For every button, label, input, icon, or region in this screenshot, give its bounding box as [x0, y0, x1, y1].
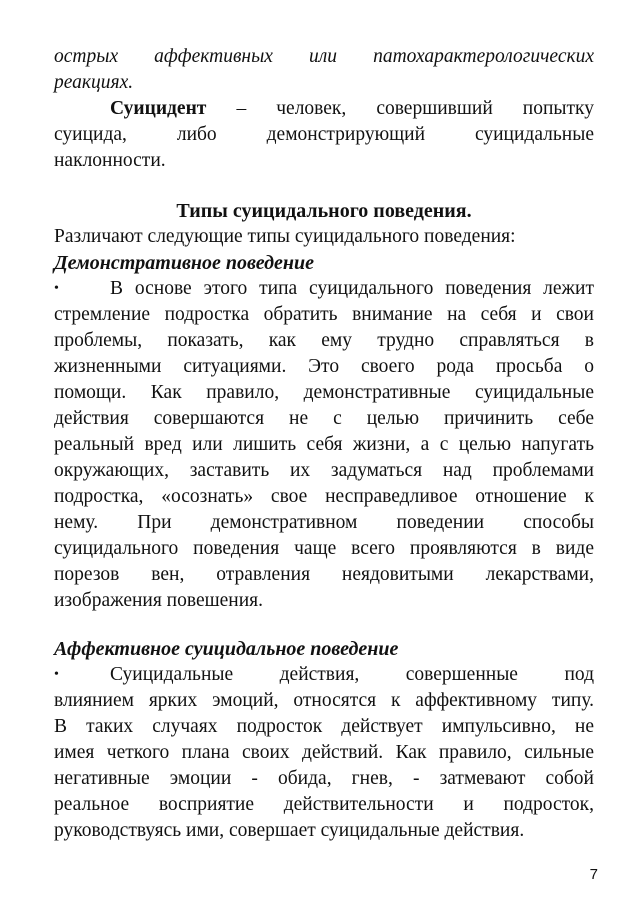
text-line: действия совершаются не с целью причинить себе — [54, 408, 594, 429]
text-line: изображения повешения. — [54, 590, 264, 611]
text-line: помощи. Как правило, демонстративные суицидальные — [54, 382, 594, 403]
list-item — [54, 662, 594, 688]
text-line: имея четкого плана своих действий. Как правило, сильные — [54, 742, 594, 763]
intro-paragraph — [54, 44, 594, 96]
text-line: жизненными ситуациями. Это своего рода просьба о — [54, 356, 594, 377]
affective-paragraph — [54, 688, 594, 844]
section-heading: Типы суицидального поведения. — [176, 200, 472, 222]
text-line: Суицидальные действия, совершенные под — [110, 664, 594, 685]
text-line: подростка, «осознать» свое несправедливое отношение к — [54, 486, 594, 507]
suicident-definition — [54, 96, 594, 174]
subsection-heading-affective: Аффективное суицидальное поведение — [54, 638, 399, 660]
text-line: нему. При демонстративном поведении способы — [54, 512, 594, 533]
text-line: реальное восприятие действительности и подросток, — [54, 794, 594, 815]
subsection-heading-demonstrative: Демонстративное поведение — [54, 252, 314, 274]
text-line: В основе этого типа суицидального поведения лежит — [110, 278, 594, 299]
spacer — [54, 614, 594, 636]
intro-line: острых аффективных или патохарактерологических — [54, 46, 594, 67]
text-line: окружающих, заставить их задуматься над проблемами — [54, 460, 594, 481]
intro-line: реакциях. — [54, 72, 134, 93]
definition-text: – человек, совершивший попытку — [236, 98, 594, 119]
text-line: проблемы, показать, как ему трудно справляться в — [54, 330, 594, 351]
text-line: стремление подростка обратить внимание на себя и свои — [54, 304, 594, 325]
definition-line: наклонности. — [54, 150, 166, 171]
page-content — [54, 44, 594, 844]
types-intro: Различают следующие типы суицидального поведения: — [54, 226, 516, 247]
suicident-term: Суицидент — [110, 98, 207, 119]
definition-line: суицида, либо демонстрирующий суицидальные — [54, 124, 594, 145]
list-item — [54, 276, 594, 302]
definition-line — [54, 96, 594, 122]
text-line: реальный вред или лишить себя жизни, а с целью напугать — [54, 434, 594, 455]
text-line: суицидального поведения чаще всего проявляются в виде — [54, 538, 594, 559]
text-line: В таких случаях подросток действует импульсивно, не — [54, 716, 594, 737]
page-number: 7 — [589, 866, 598, 883]
bullet-first-line — [110, 662, 594, 688]
bullet-marker: • — [54, 281, 59, 296]
bullet-first-line — [110, 276, 594, 302]
text-line: руководствуясь ими, совершает суицидальные действия. — [54, 820, 525, 841]
bullet-marker: • — [54, 667, 59, 682]
text-line: влиянием ярких эмоций, относятся к аффективному типу. — [54, 690, 594, 711]
text-line: порезов вен, отравления неядовитыми лекарствами, — [54, 564, 594, 585]
demonstrative-paragraph — [54, 302, 594, 614]
text-line: негативные эмоции - обида, гнев, - затмевают собой — [54, 768, 594, 789]
